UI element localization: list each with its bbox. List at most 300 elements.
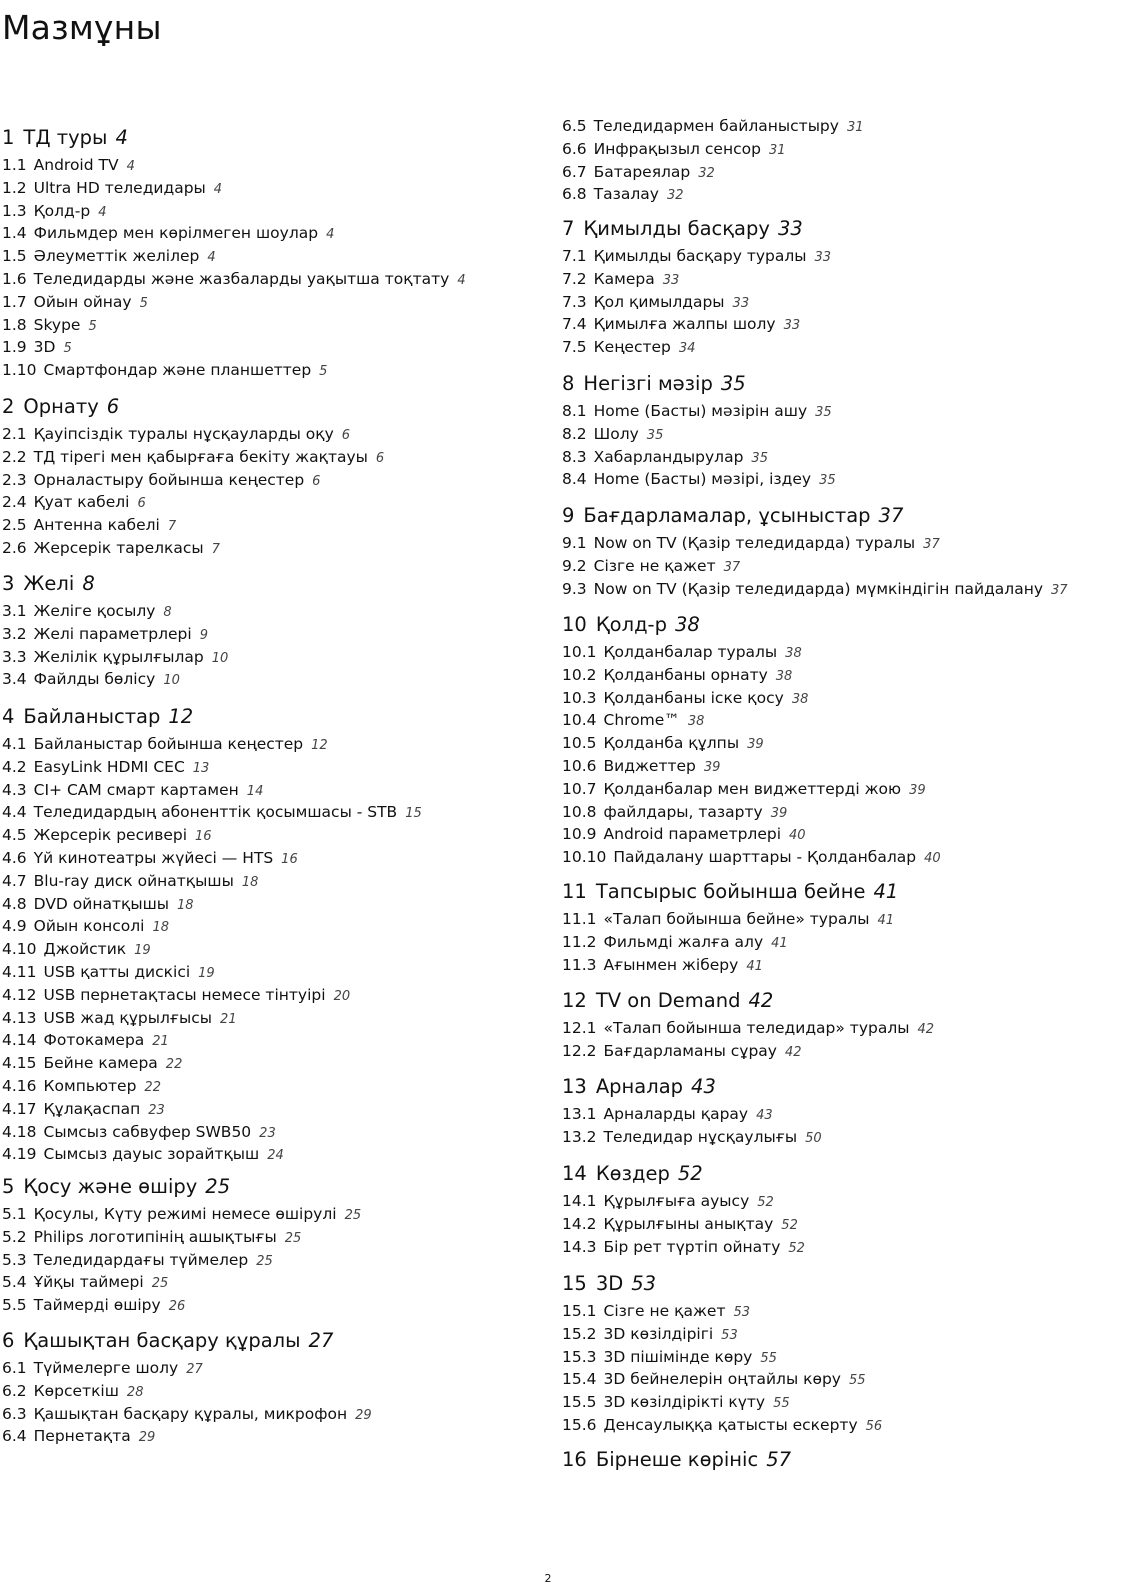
entry-title: Жерсерік ресивері — [33, 826, 188, 845]
entry-page: 35 — [646, 427, 664, 443]
toc-entry[interactable] — [2, 801, 422, 824]
toc-entry[interactable] — [562, 1323, 882, 1346]
toc-entry[interactable] — [562, 732, 941, 755]
toc-section — [562, 609, 941, 869]
toc-entry[interactable] — [562, 115, 864, 138]
entry-number: 5.5 — [2, 1296, 27, 1315]
entry-number: 2.5 — [2, 516, 27, 535]
entry-page: 29 — [138, 1430, 156, 1446]
entry-number: 8.1 — [562, 402, 587, 420]
entry-title: 3D пішімінде көру — [603, 1347, 753, 1366]
toc-section-heading[interactable] — [2, 1171, 361, 1203]
entry-number: 1.3 — [2, 201, 27, 220]
entry-page: 5 — [88, 318, 97, 334]
entry-number: 11.2 — [562, 932, 597, 951]
entry-title: Қолданбалар мен виджеттерді жою — [603, 779, 902, 798]
section-page: 27 — [308, 1329, 334, 1352]
entry-number: 7.4 — [562, 315, 587, 334]
entry-page: 29 — [355, 1407, 372, 1423]
entry-number: 7.5 — [562, 338, 587, 357]
entry-page: 41 — [746, 958, 763, 974]
entry-number: 4.3 — [2, 780, 27, 799]
entry-page: 39 — [703, 759, 721, 775]
entry-number: 15.6 — [562, 1415, 597, 1434]
entry-page: 20 — [333, 988, 351, 1004]
toc-entry[interactable] — [2, 1098, 422, 1121]
toc-section-heading[interactable] — [2, 391, 384, 423]
entry-page: 4 — [326, 227, 335, 243]
entry-number: 4.13 — [2, 1008, 37, 1027]
entry-title: Желіге қосылу — [33, 602, 156, 620]
toc-entry[interactable] — [562, 423, 836, 446]
toc-entry[interactable] — [562, 400, 836, 423]
section-number: 8 — [562, 372, 575, 395]
entry-title: файлдары, тазарту — [603, 802, 763, 821]
toc-entry[interactable] — [2, 537, 384, 560]
section-page: 42 — [748, 989, 774, 1012]
entry-number: 3.3 — [2, 647, 27, 666]
entry-page: 25 — [344, 1208, 362, 1223]
toc-entry[interactable] — [562, 709, 941, 732]
entry-number: 11.3 — [562, 955, 597, 974]
entry-title: Теледидардағы түймелер — [33, 1250, 249, 1269]
entry-page: 18 — [177, 897, 194, 913]
entry-page: 7 — [211, 541, 220, 557]
section-page: 33 — [777, 217, 803, 240]
entry-page: 55 — [773, 1396, 790, 1412]
entry-number: 4.6 — [2, 848, 27, 867]
entry-title: Қашықтан басқару құралы, микрофон — [33, 1404, 348, 1423]
entry-page: 25 — [284, 1230, 302, 1246]
toc-section-heading[interactable] — [562, 1268, 882, 1300]
toc-entry[interactable] — [562, 823, 941, 846]
entry-number: 1.1 — [2, 156, 27, 174]
toc-entry[interactable] — [2, 291, 466, 314]
toc-section — [562, 985, 934, 1063]
entry-number: 1.10 — [2, 361, 37, 380]
toc-entry[interactable] — [562, 664, 941, 687]
toc-entry[interactable] — [562, 291, 831, 314]
entry-title: Түймелерге шолу — [33, 1359, 179, 1377]
toc-section-heading[interactable] — [562, 609, 941, 641]
toc-section-heading[interactable] — [562, 985, 934, 1017]
entry-page: 6 — [341, 428, 351, 443]
entry-number: 10.4 — [562, 711, 597, 730]
toc-entry[interactable] — [2, 1425, 372, 1448]
toc-section-heading[interactable] — [2, 1325, 372, 1357]
entry-title: Сізге не қажет — [603, 1302, 726, 1320]
toc-entry[interactable] — [562, 846, 941, 869]
entry-page: 40 — [789, 828, 806, 844]
section-number: 1 — [2, 126, 15, 149]
toc-entry[interactable] — [2, 756, 422, 779]
toc-section — [2, 568, 228, 691]
entry-page: 16 — [195, 829, 212, 845]
entry-page: 42 — [784, 1044, 802, 1060]
toc-entry[interactable] — [2, 961, 422, 984]
entry-number: 4.8 — [2, 894, 27, 913]
entry-number: 1.5 — [2, 247, 27, 266]
entry-page: 38 — [791, 691, 809, 707]
entry-title: Кеңестер — [593, 338, 671, 357]
toc-entry[interactable] — [562, 1236, 805, 1259]
entry-page: 19 — [134, 943, 151, 959]
toc-entry[interactable] — [562, 755, 941, 778]
toc-entry[interactable] — [2, 446, 384, 469]
toc-entry[interactable] — [562, 778, 941, 801]
entry-number: 2.1 — [2, 425, 27, 443]
toc-entry[interactable] — [562, 183, 864, 206]
section-title: Бағдарламалар, ұсыныстар — [583, 504, 871, 527]
entry-title: Пернетақта — [33, 1427, 131, 1446]
entry-number: 4.12 — [2, 985, 37, 1004]
toc-entry[interactable] — [562, 245, 831, 268]
toc-entry[interactable] — [2, 336, 466, 359]
toc-entry[interactable] — [562, 1368, 882, 1391]
entry-title: 3D — [33, 338, 56, 357]
toc-section-heading[interactable] — [2, 122, 466, 154]
entry-title: EasyLink HDMI CEC — [33, 757, 185, 776]
entry-title: Джойстик — [43, 940, 127, 959]
entry-title: Қолд-р — [33, 201, 91, 220]
section-title: Қашықтан басқару құралы — [23, 1329, 301, 1352]
toc-entry[interactable] — [562, 161, 864, 184]
toc-entry[interactable] — [2, 1203, 361, 1226]
entry-page: 35 — [751, 450, 768, 466]
section-number: 12 — [562, 989, 587, 1012]
entry-page: 27 — [186, 1362, 203, 1377]
toc-entry[interactable] — [562, 931, 898, 954]
entry-page: 12 — [311, 738, 328, 753]
entry-page: 35 — [815, 405, 832, 420]
toc-entry[interactable] — [2, 359, 466, 382]
entry-page: 39 — [909, 782, 926, 798]
section-number: 4 — [2, 705, 15, 728]
toc-entry[interactable] — [2, 469, 384, 492]
entry-number: 10.10 — [562, 848, 607, 867]
toc-entry[interactable] — [562, 578, 1068, 601]
toc-entry[interactable] — [2, 514, 384, 537]
entry-page: 50 — [805, 1130, 822, 1146]
entry-title: «Талап бойынша бейне» туралы — [603, 910, 870, 928]
toc-section-heading[interactable] — [562, 1444, 791, 1476]
toc-entry[interactable] — [2, 1294, 361, 1317]
entry-number: 14.3 — [562, 1237, 597, 1256]
entry-number: 10.8 — [562, 802, 597, 821]
entry-title: 3D көзілдірікті күту — [603, 1393, 766, 1412]
toc-entry[interactable] — [2, 779, 422, 802]
entry-number: 6.8 — [562, 185, 587, 204]
entry-number: 4.17 — [2, 1099, 37, 1118]
entry-page: 13 — [192, 760, 210, 776]
toc-section-heading[interactable] — [562, 1071, 822, 1103]
entry-title: Фильмді жалға алу — [603, 932, 764, 951]
section-title: 3D — [595, 1272, 624, 1295]
entry-title: Құрылғыны анықтау — [603, 1214, 774, 1233]
toc-entry[interactable] — [562, 1213, 805, 1236]
entry-title: Виджеттер — [603, 756, 696, 775]
section-title: Арналар — [595, 1075, 684, 1098]
entry-number: 15.1 — [562, 1302, 597, 1320]
entry-title: Батареялар — [593, 162, 691, 181]
section-page: 41 — [873, 880, 899, 903]
entry-title: Chrome™ — [603, 711, 680, 730]
entry-page: 6 — [375, 450, 385, 466]
toc-entry[interactable] — [2, 1271, 361, 1294]
entry-number: 5.2 — [2, 1227, 27, 1246]
entry-title: CI+ CAM смарт картамен — [33, 780, 239, 799]
toc-entry[interactable] — [562, 1103, 822, 1126]
toc-entry[interactable] — [562, 641, 941, 664]
toc-entry[interactable] — [2, 893, 422, 916]
toc-entry[interactable] — [562, 532, 1068, 555]
entry-page: 4 — [213, 181, 223, 197]
entry-page: 39 — [747, 737, 764, 753]
entry-title: Қолданба құлпы — [603, 734, 740, 753]
entry-title: Байланыстар бойынша кеңестер — [33, 735, 304, 753]
toc-entry[interactable] — [562, 1300, 882, 1323]
entry-page: 55 — [848, 1373, 866, 1389]
entry-page: 16 — [281, 851, 298, 867]
toc-section-heading[interactable] — [562, 876, 898, 908]
entry-number: 2.2 — [2, 447, 27, 466]
section-number: 5 — [2, 1175, 15, 1198]
toc-section — [2, 391, 384, 560]
entry-number: 4.2 — [2, 757, 27, 776]
entry-page: 33 — [783, 318, 801, 334]
toc-entry[interactable] — [2, 154, 466, 177]
toc-entry[interactable] — [2, 1029, 422, 1052]
entry-number: 4.15 — [2, 1054, 37, 1073]
entry-title: Әлеуметтік желілер — [33, 247, 200, 266]
toc-entry[interactable] — [562, 313, 831, 336]
entry-title: Ойын ойнау — [33, 292, 132, 311]
toc-section-heading[interactable] — [562, 213, 831, 245]
entry-page: 52 — [781, 1217, 798, 1233]
toc-entry[interactable] — [2, 423, 384, 446]
section-title: Қосу және өшіру — [23, 1175, 198, 1198]
toc-entry[interactable] — [562, 468, 836, 491]
toc-entry[interactable] — [562, 1391, 882, 1414]
entry-title: Денсаулыққа қатысты ескерту — [603, 1415, 858, 1434]
entry-title: Смартфондар және планшеттер — [43, 361, 312, 380]
entry-number: 9.3 — [562, 579, 587, 598]
toc-entry[interactable] — [562, 446, 836, 469]
toc-entry[interactable] — [562, 1190, 805, 1213]
toc-entry[interactable] — [2, 646, 228, 669]
entry-title: Android параметрлері — [603, 825, 782, 844]
section-title: Бірнеше көрініс — [595, 1448, 759, 1471]
entry-page: 5 — [63, 341, 72, 357]
toc-section — [562, 368, 836, 491]
entry-number: 6.7 — [562, 162, 587, 181]
entry-page: 53 — [721, 1327, 738, 1343]
entry-number: 14.1 — [562, 1192, 597, 1210]
toc-entry[interactable] — [2, 1007, 422, 1030]
entry-number: 15.4 — [562, 1370, 597, 1389]
entry-page: 32 — [698, 165, 715, 181]
entry-number: 10.9 — [562, 825, 597, 844]
entry-title: Қуат кабелі — [33, 493, 130, 512]
entry-number: 3.4 — [2, 670, 27, 689]
toc-entry[interactable] — [2, 1249, 361, 1272]
entry-number: 4.4 — [2, 803, 27, 822]
entry-page: 4 — [457, 272, 466, 288]
entry-number: 5.4 — [2, 1273, 27, 1292]
toc-entry[interactable] — [562, 1414, 882, 1437]
entry-page: 33 — [662, 272, 680, 288]
toc-entry[interactable] — [562, 138, 864, 161]
entry-title: Көрсеткіш — [33, 1381, 119, 1400]
toc-entry[interactable] — [2, 733, 422, 756]
entry-number: 4.1 — [2, 735, 27, 753]
toc-entry[interactable] — [2, 600, 228, 623]
toc-entry[interactable] — [562, 908, 898, 931]
entry-number: 4.11 — [2, 962, 37, 981]
toc-entry[interactable] — [562, 801, 941, 824]
entry-number: 6.6 — [562, 139, 587, 158]
entry-number: 13.1 — [562, 1105, 597, 1123]
toc-entry[interactable] — [2, 915, 422, 938]
toc-entry[interactable] — [2, 268, 466, 291]
entry-page: 25 — [256, 1253, 273, 1269]
entry-title: Philips логотипінің ашықтығы — [33, 1227, 277, 1246]
entry-number: 1.8 — [2, 315, 27, 334]
entry-title: Орналастыру бойынша кеңестер — [33, 470, 305, 489]
toc-entry[interactable] — [2, 1357, 372, 1380]
entry-number: 1.9 — [2, 338, 27, 357]
toc-entry[interactable] — [2, 245, 466, 268]
entry-number: 10.2 — [562, 665, 597, 684]
entry-number: 4.19 — [2, 1145, 37, 1164]
entry-title: Now on TV (Қазір теледидарда) мүмкіндігін пайдалану — [593, 579, 1044, 598]
toc-section-heading[interactable] — [562, 368, 836, 400]
entry-title: Инфрақызыл сенсор — [593, 139, 761, 158]
entry-number: 6.1 — [2, 1359, 27, 1377]
toc-section-heading[interactable] — [2, 568, 228, 600]
section-number: 13 — [562, 1075, 587, 1098]
entry-title: Skype — [33, 315, 81, 334]
entry-number: 1.6 — [2, 269, 27, 288]
section-title: Тапсырыс бойынша бейне — [595, 880, 866, 903]
entry-title: Теледидардың абоненттік қосымшасы - STB — [33, 803, 398, 822]
toc-section — [562, 1071, 822, 1149]
toc-entry[interactable] — [2, 177, 466, 200]
entry-page: 31 — [768, 142, 786, 158]
toc-section-heading[interactable] — [562, 500, 1068, 532]
toc-entry[interactable] — [562, 1346, 882, 1369]
entry-page: 22 — [165, 1057, 183, 1073]
toc-entry[interactable] — [2, 984, 422, 1007]
toc-entry[interactable] — [2, 1121, 422, 1144]
entry-title: Фотокамера — [43, 1031, 145, 1050]
toc-entry[interactable] — [2, 1403, 372, 1426]
entry-title: Жерсерік тарелкасы — [33, 538, 204, 557]
entry-title: Қимылды басқару туралы — [593, 247, 807, 265]
entry-number: 9.2 — [562, 556, 587, 575]
toc-entry[interactable] — [2, 1052, 422, 1075]
entry-title: Теледидарды және жазбаларды уақытша тоқтату — [33, 269, 450, 288]
entry-page: 52 — [788, 1240, 805, 1256]
entry-title: Пайдалану шарттары - Қолданбалар — [613, 848, 917, 867]
entry-title: DVD ойнатқышы — [33, 894, 170, 913]
entry-title: Қол қимылдары — [593, 292, 725, 311]
toc-entry[interactable] — [2, 1380, 372, 1403]
toc-entry[interactable] — [562, 268, 831, 291]
section-title: Орнату — [23, 395, 99, 418]
entry-title: Құлақаспап — [43, 1099, 141, 1118]
entry-number: 1.7 — [2, 292, 27, 311]
entry-title: Сымсыз дауыс зорайтқыш — [43, 1145, 260, 1164]
toc-entry[interactable] — [562, 555, 1068, 578]
section-number: 16 — [562, 1448, 587, 1471]
toc-entry[interactable] — [2, 623, 228, 646]
toc-entry[interactable] — [2, 200, 466, 223]
entry-page: 22 — [144, 1079, 161, 1095]
entry-title: Теледидар нұсқаулығы — [603, 1127, 798, 1146]
entry-title: Home (Басты) мәзірін ашу — [593, 402, 808, 420]
entry-number: 8.2 — [562, 424, 587, 443]
entry-page: 21 — [152, 1034, 169, 1050]
toc-entry[interactable] — [2, 870, 422, 893]
toc-section — [562, 1268, 882, 1437]
toc-entry[interactable] — [562, 1017, 934, 1040]
section-number: 6 — [2, 1329, 15, 1352]
toc-entry[interactable] — [2, 847, 422, 870]
section-title: Қолд-р — [595, 613, 667, 636]
toc-entry[interactable] — [562, 1126, 822, 1149]
entry-page: 41 — [771, 935, 788, 951]
toc-entry[interactable] — [562, 1040, 934, 1063]
entry-page: 4 — [126, 159, 135, 174]
toc-entry[interactable] — [2, 938, 422, 961]
entry-page: 15 — [405, 806, 422, 822]
toc-entry[interactable] — [562, 687, 941, 710]
toc-entry[interactable] — [2, 1075, 422, 1098]
entry-number: 1.4 — [2, 224, 27, 243]
toc-section-heading[interactable] — [2, 701, 422, 733]
toc-entry[interactable] — [2, 314, 466, 337]
toc-entry[interactable] — [562, 954, 898, 977]
entry-title: Сымсыз сабвуфер SWB50 — [43, 1122, 252, 1141]
toc-entry[interactable] — [2, 491, 384, 514]
entry-number: 8.4 — [562, 470, 587, 489]
entry-number: 9.1 — [562, 534, 587, 552]
section-title: TV on Demand — [595, 989, 741, 1012]
entry-page: 38 — [775, 668, 793, 684]
entry-number: 6.2 — [2, 1381, 27, 1400]
entry-title: Қолданбаны орнату — [603, 665, 768, 684]
entry-page: 41 — [877, 913, 895, 928]
toc-section-heading[interactable] — [562, 1158, 805, 1190]
entry-page: 23 — [259, 1125, 276, 1141]
entry-title: Шолу — [593, 424, 639, 443]
entry-page: 9 — [199, 627, 208, 643]
toc-entry[interactable] — [2, 824, 422, 847]
entry-title: «Талап бойынша теледидар» туралы — [603, 1019, 910, 1037]
entry-page: 14 — [246, 783, 264, 799]
section-page: 37 — [878, 504, 904, 527]
entry-title: Ағынмен жіберу — [603, 955, 739, 974]
toc-entry[interactable] — [2, 668, 228, 691]
toc-section — [2, 1171, 361, 1317]
entry-page: 32 — [666, 188, 684, 204]
entry-page: 5 — [139, 295, 148, 311]
toc-entry[interactable] — [2, 1226, 361, 1249]
toc-entry[interactable] — [2, 222, 466, 245]
toc-entry[interactable] — [562, 336, 831, 359]
toc-entry[interactable] — [2, 1143, 422, 1166]
